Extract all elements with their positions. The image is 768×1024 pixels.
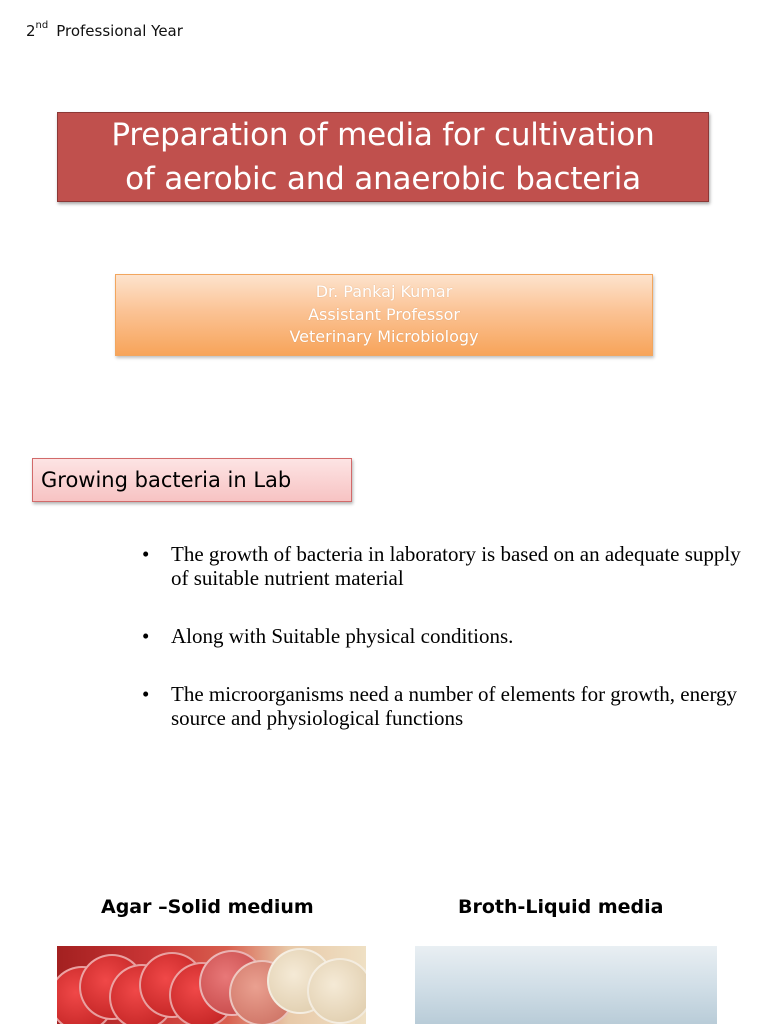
bullet-item: [142, 542, 742, 590]
author-box: [115, 274, 653, 356]
title-banner: [57, 112, 709, 202]
section-heading-box: [32, 458, 352, 502]
header-text: Professional Year: [56, 22, 183, 40]
agar-caption: Agar –Solid medium: [101, 896, 314, 918]
bullet-marker: •: [142, 682, 150, 706]
header-ordinal-suffix: nd: [35, 20, 49, 31]
bullet-text: The growth of bacteria in laboratory is based on an adequate supply of suitable nutrient material: [171, 542, 741, 590]
bullet-item: [142, 682, 742, 730]
author-position: Assistant Professor: [308, 304, 460, 324]
bullet-item: [142, 624, 742, 648]
agar-plates-photo: [57, 946, 366, 1024]
author-department: Veterinary Microbiology: [289, 327, 479, 347]
title-line-1: Preparation of media for cultivation: [111, 117, 655, 153]
header-professional-year: [26, 22, 183, 40]
bullet-text: Along with Suitable physical conditions.: [171, 624, 514, 648]
bullet-marker: •: [142, 542, 150, 566]
header-ordinal: 2: [26, 22, 36, 40]
bullet-marker: •: [142, 624, 150, 648]
title-line-2: of aerobic and anaerobic bacteria: [125, 161, 641, 197]
agar-plate: [307, 958, 366, 1024]
section-heading: Growing bacteria in Lab: [41, 468, 292, 492]
bullet-text: The microorganisms need a number of elements for growth, energy source and physiological functions: [171, 682, 738, 730]
author-name: Dr. Pankaj Kumar: [315, 282, 453, 302]
broth-photo: [415, 946, 717, 1024]
bullet-list: [142, 542, 742, 764]
broth-caption: Broth-Liquid media: [458, 896, 664, 918]
